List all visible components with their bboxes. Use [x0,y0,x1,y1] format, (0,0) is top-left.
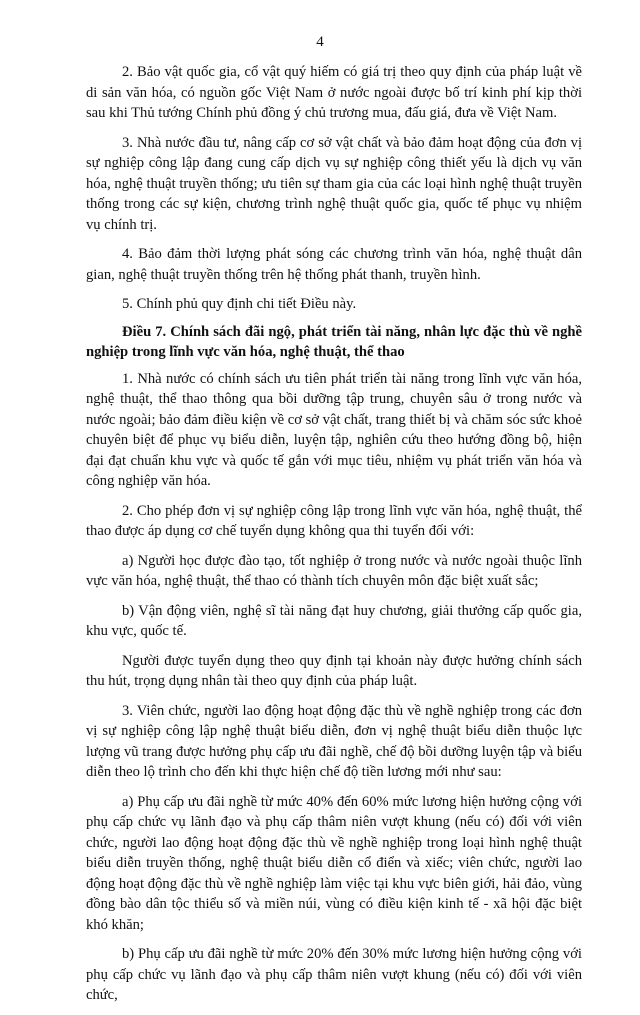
paragraph-clause-5: 5. Chính phủ quy định chi tiết Điều này. [122,296,357,312]
paragraph-clause-3: 3. Nhà nước đầu tư, nâng cấp cơ sở vật chất và bảo đảm hoạt động của đơn vị sự nghiệp công lập đang cung cấp dịch vụ sự nghiệp công thiết yếu là dịch vụ văn hóa, nghệ thuật truyền thống; ưu tiên sự tham gia của các loại hình nghệ thuật truyền thống trong các sự kiện, chương trình nghệ thuật quốc gia, quốc tế phục vụ nhiệm vụ chính trị. [86,134,582,233]
paragraph-article-7-clause-1: 1. Nhà nước có chính sách ưu tiên phát triển tài năng trong lĩnh vực văn hóa, nghệ thuật, thể thao thông qua bồi dưỡng tập trung, chuyên sâu ở trong nước và nước ngoài; bảo đảm điều kiện về cơ sở vật chất, trang thiết bị và chăm sóc sức khoẻ chuyên biệt để phục vụ biểu diễn, luyện tập, nghiên cứu theo hướng đồng bộ, hiện đại đạt chuẩn khu vực và quốc tế gắn với mục tiêu, nhiệm vụ phát triển văn hóa và công nghiệp văn hóa. [86,370,582,489]
paragraph-clause-2: 2. Bảo vật quốc gia, cổ vật quý hiếm có giá trị theo quy định của pháp luật về di sản văn hóa, có nguồn gốc Việt Nam ở nước ngoài được bố trí kinh phí kịp thời sau khi Thủ tướng Chính phủ đồng ý chủ trương mua, đấu giá, đưa về Việt Nam. [86,64,582,121]
document-body [86,62,582,1015]
paragraph-article-7-clause-3: 3. Viên chức, người lao động hoạt động đặc thù về nghề nghiệp trong các đơn vị sự nghiệp công lập nghệ thuật biểu diễn, đơn vị nghệ thuật biểu diễn thuộc lực lượng vũ trang được hưởng phụ cấp ưu đãi nghề, chế độ bồi dưỡng luyện tập và biểu diễn theo lộ trình cho đến khi thực hiện chế độ tiền lương mới như sau: [86,702,582,780]
paragraph-item-a: a) Người học được đào tạo, tốt nghiệp ở trong nước và nước ngoài thuộc lĩnh vực văn hóa, nghệ thuật, thể thao có thành tích chuyên môn đặc biệt xuất sắc; [86,552,582,589]
paragraph-recruitment-note: Người được tuyển dụng theo quy định tại khoản này được hưởng chính sách thu hút, trọng dụng nhân tài theo quy định của pháp luật. [86,652,582,689]
paragraph-item-b: b) Vận động viên, nghệ sĩ tài năng đạt huy chương, giải thưởng cấp quốc gia, khu vực, quốc tế. [86,602,582,639]
article-7-heading: Điều 7. Chính sách đãi ngộ, phát triển tài năng, nhân lực đặc thù về nghề nghiệp trong lĩnh vực văn hóa, nghệ thuật, thể thao [86,323,582,360]
page-number: 4 [316,34,324,50]
paragraph-clause-4: 4. Bảo đảm thời lượng phát sóng các chương trình văn hóa, nghệ thuật dân gian, nghệ thuật truyền thống trên hệ thống phát thanh, truyền hình. [86,246,582,283]
paragraph-article-7-clause-2: 2. Cho phép đơn vị sự nghiệp công lập trong lĩnh vực văn hóa, nghệ thuật, thể thao được áp dụng cơ chế tuyển dụng không qua thi tuyển đối với: [86,502,582,539]
paragraph-allowance-a: a) Phụ cấp ưu đãi nghề từ mức 40% đến 60% mức lương hiện hưởng cộng với phụ cấp chức vụ lãnh đạo và phụ cấp thâm niên vượt khung (nếu có) đối với viên chức, người lao động hoạt động đặc thù về nghề nghiệp trong loại hình nghệ thuật biểu diễn truyền thống, nghệ thuật biểu diễn cổ điển và xiếc; viên chức, người lao động hoạt động đặc thù về nghề nghiệp làm việc tại khu vực biên giới, hải đảo, vùng đồng bào dân tộc thiểu số và miền núi, vùng có điều kiện kinh tế - xã hội đặc biệt khó khăn; [86,793,582,933]
paragraph-allowance-b: b) Phụ cấp ưu đãi nghề từ mức 20% đến 30% mức lương hiện hưởng cộng với phụ cấp chức vụ lãnh đạo và phụ cấp thâm niên vượt khung (nếu có) đối với viên chức, [86,946,582,1003]
